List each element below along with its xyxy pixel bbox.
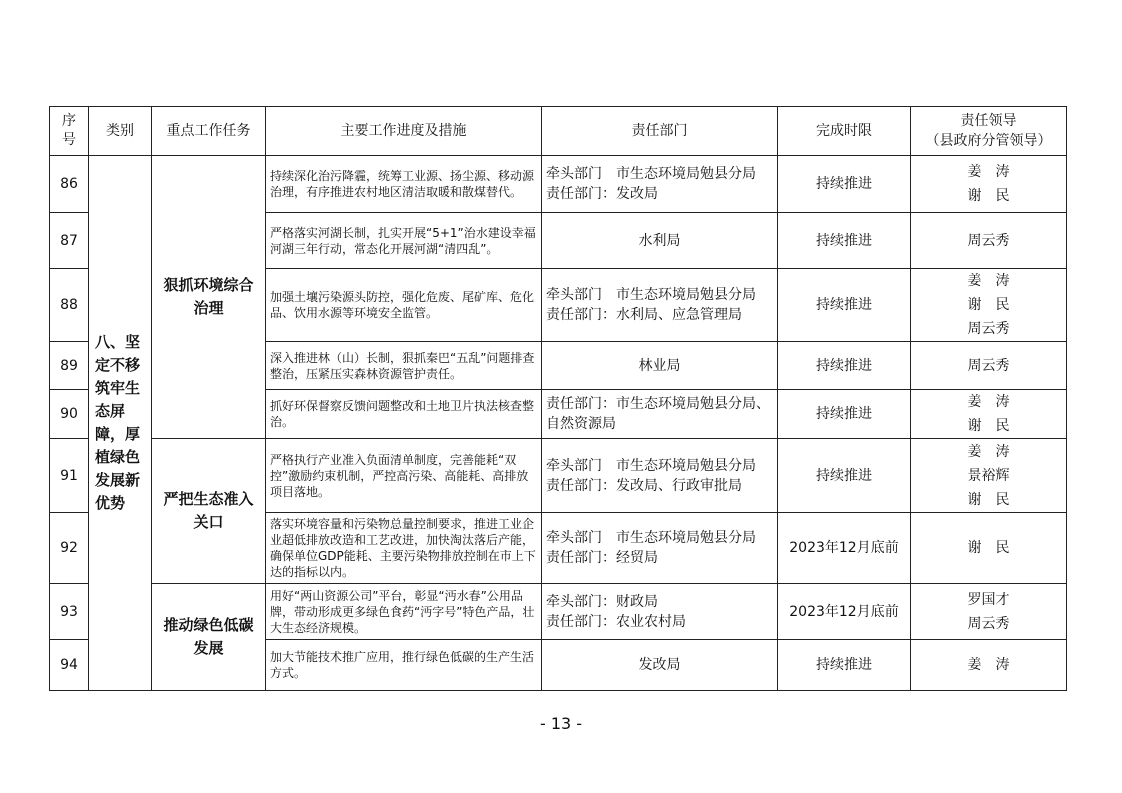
task-cell: 狠抓环境综合治理 [152, 156, 266, 439]
header-task: 重点工作任务 [152, 107, 266, 156]
leader-cell: 谢 民 [911, 513, 1067, 584]
dept-cell: 牵头部门：财政局 责任部门：农业农村局 [542, 584, 778, 640]
row-number: 94 [50, 640, 89, 691]
row-number: 86 [50, 156, 89, 213]
dept-cell: 牵头部门 市生态环境局勉县分局 责任部门：经贸局 [542, 513, 778, 584]
deadline-cell: 持续推进 [778, 213, 911, 269]
deadline-cell: 持续推进 [778, 439, 911, 513]
deadline-cell: 持续推进 [778, 156, 911, 213]
progress-cell: 用好“两山资源公司”平台，彰显“沔水春”公用品牌，带动形成更多绿色食药“沔字号”特色产品，壮大生态经济规模。 [266, 584, 542, 640]
progress-cell: 抓好环保督察反馈问题整改和土地卫片执法核查整治。 [266, 390, 542, 439]
leader-cell: 周云秀 [911, 213, 1067, 269]
header-deadline: 完成时限 [778, 107, 911, 156]
deadline-cell: 持续推进 [778, 342, 911, 390]
dept-cell: 牵头部门 市生态环境局勉县分局 责任部门：发改局 [542, 156, 778, 213]
progress-cell: 落实环境容量和污染物总量控制要求，推进工业企业超低排放改造和工艺改进，加快淘汰落后产能，确保单位GDP能耗、主要污染物排放控制在市上下达的指标以内。 [266, 513, 542, 584]
table-row [50, 439, 1067, 513]
row-number: 87 [50, 213, 89, 269]
header-leader: 责任领导 （县政府分管领导） [911, 107, 1067, 156]
deadline-cell: 2023年12月底前 [778, 584, 911, 640]
dept-cell: 水利局 [542, 213, 778, 269]
dept-cell: 牵头部门 市生态环境局勉县分局 责任部门：水利局、应急管理局 [542, 269, 778, 342]
progress-cell: 加大节能技术推广应用，推行绿色低碳的生产生活方式。 [266, 640, 542, 691]
task-cell: 严把生态准入关口 [152, 439, 266, 584]
row-number: 88 [50, 269, 89, 342]
header-dept: 责任部门 [542, 107, 778, 156]
header-category: 类别 [89, 107, 152, 156]
dept-cell: 林业局 [542, 342, 778, 390]
dept-cell: 发改局 [542, 640, 778, 691]
deadline-cell: 持续推进 [778, 640, 911, 691]
category-cell: 八、坚定不移筑牢生态屏障，厚植绿色发展新优势 [89, 156, 152, 691]
leader-cell: 罗国才 周云秀 [911, 584, 1067, 640]
row-number: 93 [50, 584, 89, 640]
leader-cell: 姜 涛 [911, 640, 1067, 691]
row-number: 89 [50, 342, 89, 390]
row-number: 92 [50, 513, 89, 584]
dept-cell: 牵头部门 市生态环境局勉县分局 责任部门：发改局、行政审批局 [542, 439, 778, 513]
task-cell: 推动绿色低碳发展 [152, 584, 266, 691]
leader-cell: 姜 涛 谢 民 [911, 390, 1067, 439]
dept-cell: 责任部门：市生态环境局勉县分局、自然资源局 [542, 390, 778, 439]
header-row [50, 107, 1067, 156]
progress-cell: 严格执行产业准入负面清单制度，完善能耗“双控”激励约束机制，严控高污染、高能耗、高排放项目落地。 [266, 439, 542, 513]
header-no: 序号 [50, 107, 89, 156]
table-row [50, 156, 1067, 213]
work-task-table [49, 106, 1067, 691]
deadline-cell: 持续推进 [778, 390, 911, 439]
deadline-cell: 持续推进 [778, 269, 911, 342]
leader-cell: 姜 涛 谢 民 周云秀 [911, 269, 1067, 342]
leader-cell: 姜 涛 景裕辉 谢 民 [911, 439, 1067, 513]
page-number: - 13 - [539, 714, 583, 733]
header-progress: 主要工作进度及措施 [266, 107, 542, 156]
table-row [50, 584, 1067, 640]
progress-cell: 深入推进林（山）长制，狠抓秦巴“五乱”问题排查整治，压紧压实森林资源管护责任。 [266, 342, 542, 390]
leader-cell: 周云秀 [911, 342, 1067, 390]
progress-cell: 持续深化治污降霾，统筹工业源、扬尘源、移动源治理，有序推进农村地区清洁取暖和散煤替代。 [266, 156, 542, 213]
deadline-cell: 2023年12月底前 [778, 513, 911, 584]
leader-cell: 姜 涛 谢 民 [911, 156, 1067, 213]
row-number: 91 [50, 439, 89, 513]
progress-cell: 加强土壤污染源头防控，强化危废、尾矿库、危化品、饮用水源等环境安全监管。 [266, 269, 542, 342]
progress-cell: 严格落实河湖长制，扎实开展“5+1”治水建设幸福河湖三年行动，常态化开展河湖“清四乱”。 [266, 213, 542, 269]
row-number: 90 [50, 390, 89, 439]
